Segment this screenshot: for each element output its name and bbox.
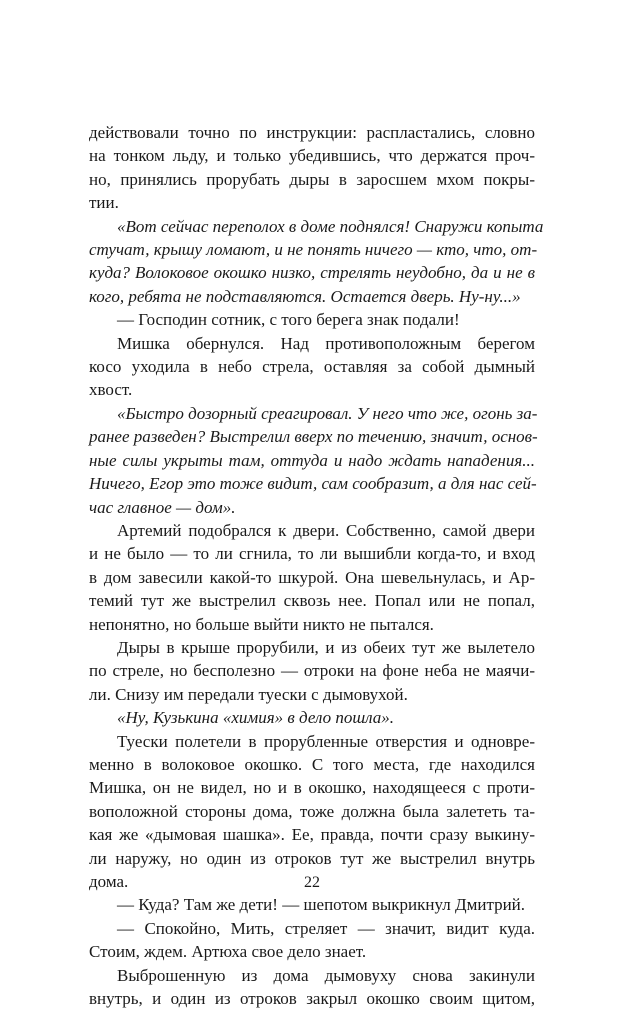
text-line: менно в волоковое окошко. С того места, где находился [89,754,535,774]
text-line: и не было — то ли сгнила, то ли вышибли когда-то, и вход [89,544,535,564]
text-line: кая же «дымовая шашка». Ее, правда, почти сразу выкину- [89,825,535,845]
paragraph [89,730,535,894]
text-line: непонятно, но больше выйти никто не пытался. [89,614,434,634]
text-line: ные силы укрыты там, оттуда и надо ждать нападения... [89,450,535,470]
text-line: тии. [89,193,119,213]
text-line: дома. [89,872,129,891]
text-line: Стоим, ждем. Артюха свое дело знает. [89,942,367,962]
text-line: час главное — дом». [89,497,236,517]
paragraph [89,332,535,402]
text-line: ранее разведен? Выстрелил вверх по течению, значит, основ- [89,427,538,447]
text-line: куда? Волоковое окошко низко, стрелять неудобно, да и не в [89,263,535,283]
text-line: Мишка, он не видел, но и в окошко, находящееся с проти- [89,778,535,798]
text-line: внутрь, и один из отроков закрыл окошко своим щитом, [89,989,535,1009]
text-line: но, принялись прорубать дыры в заросшем мхом покры- [89,169,535,189]
text-line: — Господин сотник, с того берега знак подали! [117,310,460,330]
text-line: кого, ребята не подставляются. Остается дверь. Ну-ну...» [89,286,521,306]
text-line: ли наружу, но один из отроков тут же выстрелил внутрь [89,848,535,868]
text-line: действовали точно по инструкции: распластались, словно [89,123,535,142]
text-line: Выброшенную из дома дымовуху снова закинули [117,965,535,985]
text-line: Мишка обернулся. Над противоположным берегом [117,333,535,353]
paragraph [89,964,535,1010]
text-line: хвост. [89,380,133,400]
text-line: на тонком льду, и только убедившись, что держатся проч- [89,146,535,166]
inner-monologue-paragraph [89,215,544,309]
text-line: Ничего, Егор это тоже видит, сам сообразит, а для нас сей- [89,474,537,494]
text-line: по стреле, но бесполезно — отроки на фоне неба не маячи- [89,661,535,681]
dialogue-paragraph [89,308,535,331]
text-line: — Куда? Там же дети! — шепотом выкрикнул Дмитрий. [117,895,526,915]
page-number: 22 [304,874,320,891]
inner-monologue-paragraph [89,402,538,519]
paragraph [89,636,535,706]
text-line: Дыры в крыше прорубили, и из обеих тут же вылетело [117,637,535,657]
text-line: в дом завесили какой-то шкурой. Она шевельнулась, и Ар- [89,567,535,587]
text-line: Артемий подобрался к двери. Собственно, самой двери [117,520,535,540]
paragraph [89,121,535,215]
text-line: стучат, крышу ломают, и не понять ничего — кто, что, от- [89,240,538,260]
text-line: «Вот сейчас переполох в доме поднялся! Снаружи копыта [117,216,544,236]
text-line: темий тут же выстрелил сквозь нее. Попал или не попал, [89,591,535,611]
dialogue-paragraph [89,893,535,916]
text-line: — Спокойно, Мить, стреляет — значит, видит куда. [117,918,535,938]
text-line: «Быстро дозорный среагировал. У него что же, огонь за- [117,403,538,423]
inner-monologue-paragraph [89,706,535,729]
text-line: «Ну, Кузькина «химия» в дело пошла». [117,708,395,728]
text-line: косо уходила в небо стрела, оставляя за собой дымный [89,357,535,377]
text-line: ли. Снизу им передали туески с дымовухой. [89,684,408,704]
dialogue-paragraph [89,917,535,964]
text-line: Туески полетели в прорубленные отверстия и одновре- [117,731,535,751]
paragraph [89,519,535,636]
text-line: воположной стороны дома, тоже должна была залететь та- [89,801,535,821]
